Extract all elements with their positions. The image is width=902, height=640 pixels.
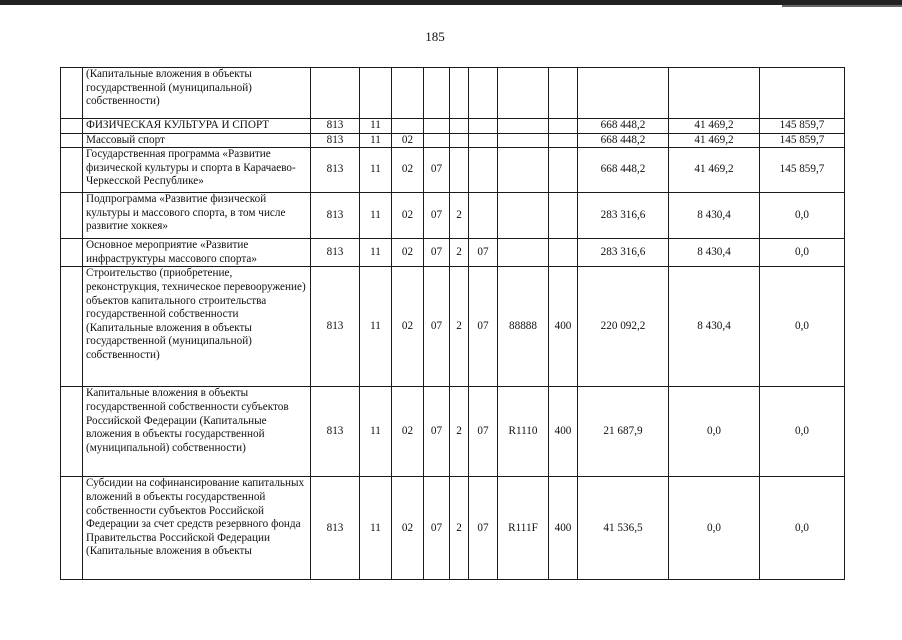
cell-c7 (498, 133, 549, 148)
cell-c3: 02 (392, 148, 424, 193)
cell-c3: 02 (392, 133, 424, 148)
cell-v3: 0,0 (760, 477, 845, 580)
row-name: Основное мероприятие «Развитие инфраструктуры массового спорта» (83, 239, 311, 267)
row-margin-cell (61, 193, 83, 239)
cell-v2: 8 430,4 (669, 267, 760, 387)
table-row (61, 239, 845, 267)
cell-c8: 400 (549, 267, 578, 387)
cell-c6 (469, 133, 498, 148)
cell-c5: 2 (450, 267, 469, 387)
cell-c2: 11 (360, 133, 392, 148)
cell-c6 (469, 148, 498, 193)
table-row (61, 68, 845, 119)
cell-v2: 41 469,2 (669, 148, 760, 193)
cell-c1: 813 (311, 477, 360, 580)
cell-c5: 2 (450, 239, 469, 267)
cell-c2 (360, 68, 392, 119)
cell-v2: 41 469,2 (669, 133, 760, 148)
cell-v1 (578, 68, 669, 119)
row-margin-cell (61, 387, 83, 477)
cell-c5: 2 (450, 387, 469, 477)
cell-c7 (498, 193, 549, 239)
cell-c4 (424, 68, 450, 119)
cell-c1: 813 (311, 193, 360, 239)
cell-v1: 668 448,2 (578, 133, 669, 148)
cell-c2: 11 (360, 267, 392, 387)
cell-c6 (469, 119, 498, 134)
cell-c7 (498, 148, 549, 193)
cell-v3: 145 859,7 (760, 148, 845, 193)
cell-v3: 0,0 (760, 193, 845, 239)
cell-c4: 07 (424, 387, 450, 477)
cell-c1: 813 (311, 267, 360, 387)
cell-c3 (392, 68, 424, 119)
cell-c8 (549, 148, 578, 193)
cell-c4 (424, 133, 450, 148)
cell-c4: 07 (424, 239, 450, 267)
cell-c4: 07 (424, 148, 450, 193)
cell-c5 (450, 148, 469, 193)
cell-v3 (760, 68, 845, 119)
cell-c8: 400 (549, 387, 578, 477)
cell-c1: 813 (311, 133, 360, 148)
cell-v1: 21 687,9 (578, 387, 669, 477)
cell-c5 (450, 133, 469, 148)
row-margin-cell (61, 477, 83, 580)
cell-c3: 02 (392, 239, 424, 267)
cell-v3: 145 859,7 (760, 133, 845, 148)
row-name: Капитальные вложения в объекты государственной собственности субъектов Российской Федерации (Капитальные вложения в объекты государственной (муниципальной) собственности) (83, 387, 311, 477)
table-row (61, 267, 845, 387)
cell-c1: 813 (311, 119, 360, 134)
table-row (61, 193, 845, 239)
row-margin-cell (61, 133, 83, 148)
cell-c3 (392, 119, 424, 134)
cell-c6 (469, 193, 498, 239)
row-name: Строительство (приобретение, реконструкция, техническое перевооружение) объектов капитального строительства государственной собственности (Капитальные вложения в объекты государственной (муниципальной) собственности) (83, 267, 311, 387)
page-number: 185 (425, 29, 445, 44)
row-name: Подпрограмма «Развитие физической культуры и массового спорта, в том числе развитие хоккея» (83, 193, 311, 239)
cell-c8 (549, 239, 578, 267)
row-margin-cell (61, 68, 83, 119)
row-name: Государственная программа «Развитие физической культуры и спорта в Карачаево-Черкесской Республике» (83, 148, 311, 193)
cell-c7 (498, 239, 549, 267)
cell-c2: 11 (360, 193, 392, 239)
cell-v3: 0,0 (760, 239, 845, 267)
cell-v2: 8 430,4 (669, 193, 760, 239)
cell-v1: 220 092,2 (578, 267, 669, 387)
cell-c1 (311, 68, 360, 119)
cell-c6: 07 (469, 387, 498, 477)
table-row (61, 387, 845, 477)
cell-c2: 11 (360, 119, 392, 134)
cell-v1: 41 536,5 (578, 477, 669, 580)
cell-c5: 2 (450, 477, 469, 580)
cell-c7 (498, 68, 549, 119)
cell-c3: 02 (392, 267, 424, 387)
cell-c8 (549, 119, 578, 134)
cell-v1: 668 448,2 (578, 148, 669, 193)
cell-c2: 11 (360, 477, 392, 580)
cell-c6: 07 (469, 477, 498, 580)
table-row (61, 133, 845, 148)
cell-v1: 668 448,2 (578, 119, 669, 134)
cell-v3: 145 859,7 (760, 119, 845, 134)
cell-c4: 07 (424, 477, 450, 580)
cell-c8 (549, 133, 578, 148)
cell-c5 (450, 119, 469, 134)
cell-c5: 2 (450, 193, 469, 239)
cell-c5 (450, 68, 469, 119)
cell-c3: 02 (392, 477, 424, 580)
cell-v2: 41 469,2 (669, 119, 760, 134)
cell-c8 (549, 68, 578, 119)
cell-c7: R111F (498, 477, 549, 580)
table-row (61, 148, 845, 193)
row-margin-cell (61, 148, 83, 193)
cell-c2: 11 (360, 239, 392, 267)
row-name: Субсидии на софинансирование капитальных вложений в объекты государственной собственности субъектов Российской Федерации за счет средств резервного фонда Правительства Российской Федерации (Капитальные вложения в объекты (83, 477, 311, 580)
cell-c6 (469, 68, 498, 119)
top-border (0, 0, 902, 5)
cell-c1: 813 (311, 239, 360, 267)
cell-c2: 11 (360, 148, 392, 193)
cell-c8: 400 (549, 477, 578, 580)
cell-c1: 813 (311, 387, 360, 477)
row-name: (Капитальные вложения в объекты государственной (муниципальной) собственности) (83, 68, 311, 119)
cell-c4: 07 (424, 193, 450, 239)
cell-c7 (498, 119, 549, 134)
cell-v3: 0,0 (760, 267, 845, 387)
cell-c4 (424, 119, 450, 134)
cell-v2 (669, 68, 760, 119)
cell-c8 (549, 193, 578, 239)
cell-c6: 07 (469, 267, 498, 387)
budget-table (60, 67, 845, 580)
row-name: Массовый спорт (83, 133, 311, 148)
cell-v1: 283 316,6 (578, 193, 669, 239)
cell-v2: 0,0 (669, 477, 760, 580)
cell-v3: 0,0 (760, 387, 845, 477)
cell-c3: 02 (392, 387, 424, 477)
top-border-accent (782, 5, 902, 7)
table-row (61, 477, 845, 580)
cell-v2: 8 430,4 (669, 239, 760, 267)
cell-c7: 88888 (498, 267, 549, 387)
row-margin-cell (61, 239, 83, 267)
cell-c1: 813 (311, 148, 360, 193)
table-row (61, 119, 845, 134)
cell-c4: 07 (424, 267, 450, 387)
cell-c7: R1110 (498, 387, 549, 477)
row-margin-cell (61, 267, 83, 387)
row-margin-cell (61, 119, 83, 134)
cell-c3: 02 (392, 193, 424, 239)
cell-v1: 283 316,6 (578, 239, 669, 267)
cell-v2: 0,0 (669, 387, 760, 477)
cell-c2: 11 (360, 387, 392, 477)
row-name: ФИЗИЧЕСКАЯ КУЛЬТУРА И СПОРТ (83, 119, 311, 134)
cell-c6: 07 (469, 239, 498, 267)
